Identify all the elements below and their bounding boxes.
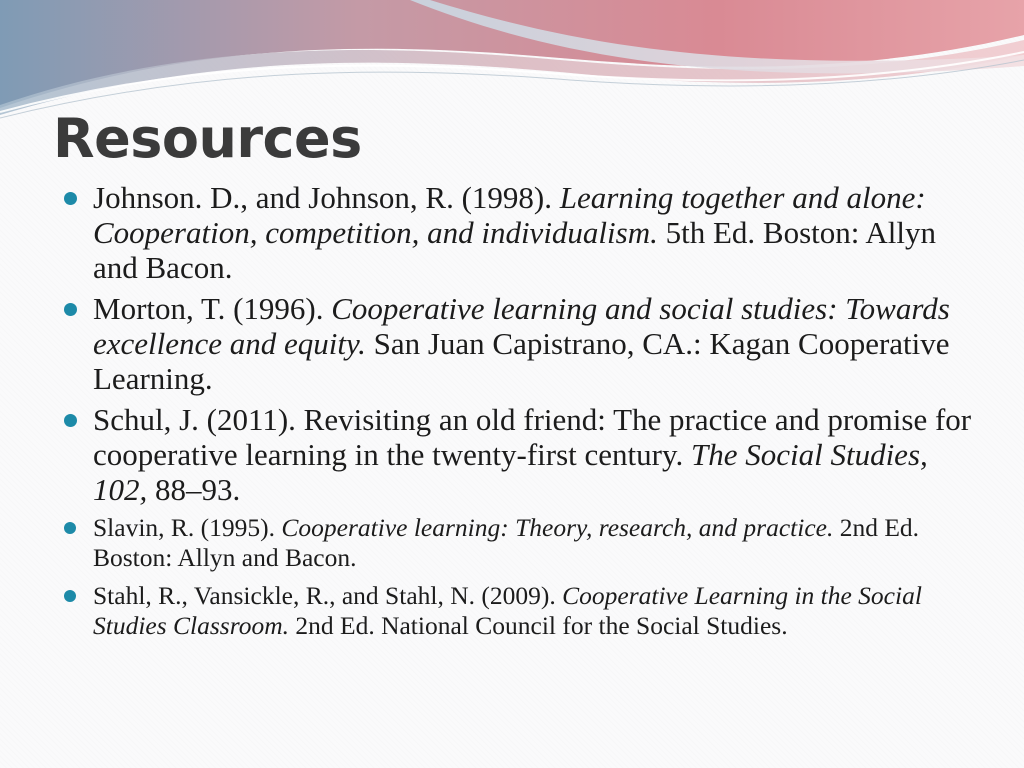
reference-title: Cooperative learning and social studies: Towards excellence and equity.: [93, 291, 950, 361]
bullet-dot-icon: [64, 590, 76, 602]
reference-publisher: 5th Ed. Boston: Allyn and Bacon.: [93, 215, 937, 285]
reference-publisher: San Juan Capistrano, CA.: Kagan Cooperative Learning.: [93, 326, 950, 396]
reference-author: Johnson. D., and Johnson, R. (1998).: [93, 180, 560, 215]
bullet-dot-icon: [64, 522, 76, 534]
reference-title: The Social Studies, 102,: [93, 437, 928, 507]
reference-list: [64, 180, 984, 649]
header-wave-decoration: [0, 0, 1024, 120]
reference-item: [64, 291, 984, 396]
reference-item: [64, 581, 984, 641]
reference-publisher: 88–93.: [147, 472, 241, 507]
reference-item: [64, 180, 984, 285]
reference-item: [64, 513, 984, 573]
reference-title: Cooperative Learning in the Social Studies Classroom.: [93, 581, 922, 640]
reference-title: Cooperative learning: Theory, research, and practice.: [281, 513, 834, 542]
reference-item: [64, 402, 984, 507]
reference-publisher: 2nd Ed. Boston: Allyn and Bacon.: [93, 513, 920, 572]
bullet-dot-icon: [64, 192, 77, 205]
reference-author: Slavin, R. (1995).: [93, 513, 282, 542]
reference-author: Schul, J. (2011). Revisiting an old friend: The practice and promise for cooperative learning in the twenty-first century.: [93, 402, 972, 472]
slide-title: Resources: [53, 107, 362, 170]
reference-publisher: 2nd Ed. National Council for the Social Studies.: [289, 611, 788, 640]
reference-author: Morton, T. (1996).: [93, 291, 332, 326]
reference-author: Stahl, R., Vansickle, R., and Stahl, N. (2009).: [93, 581, 563, 610]
bullet-dot-icon: [64, 414, 77, 427]
bullet-dot-icon: [64, 303, 77, 316]
reference-title: Learning together and alone: Cooperation, competition, and individualism.: [93, 180, 926, 250]
